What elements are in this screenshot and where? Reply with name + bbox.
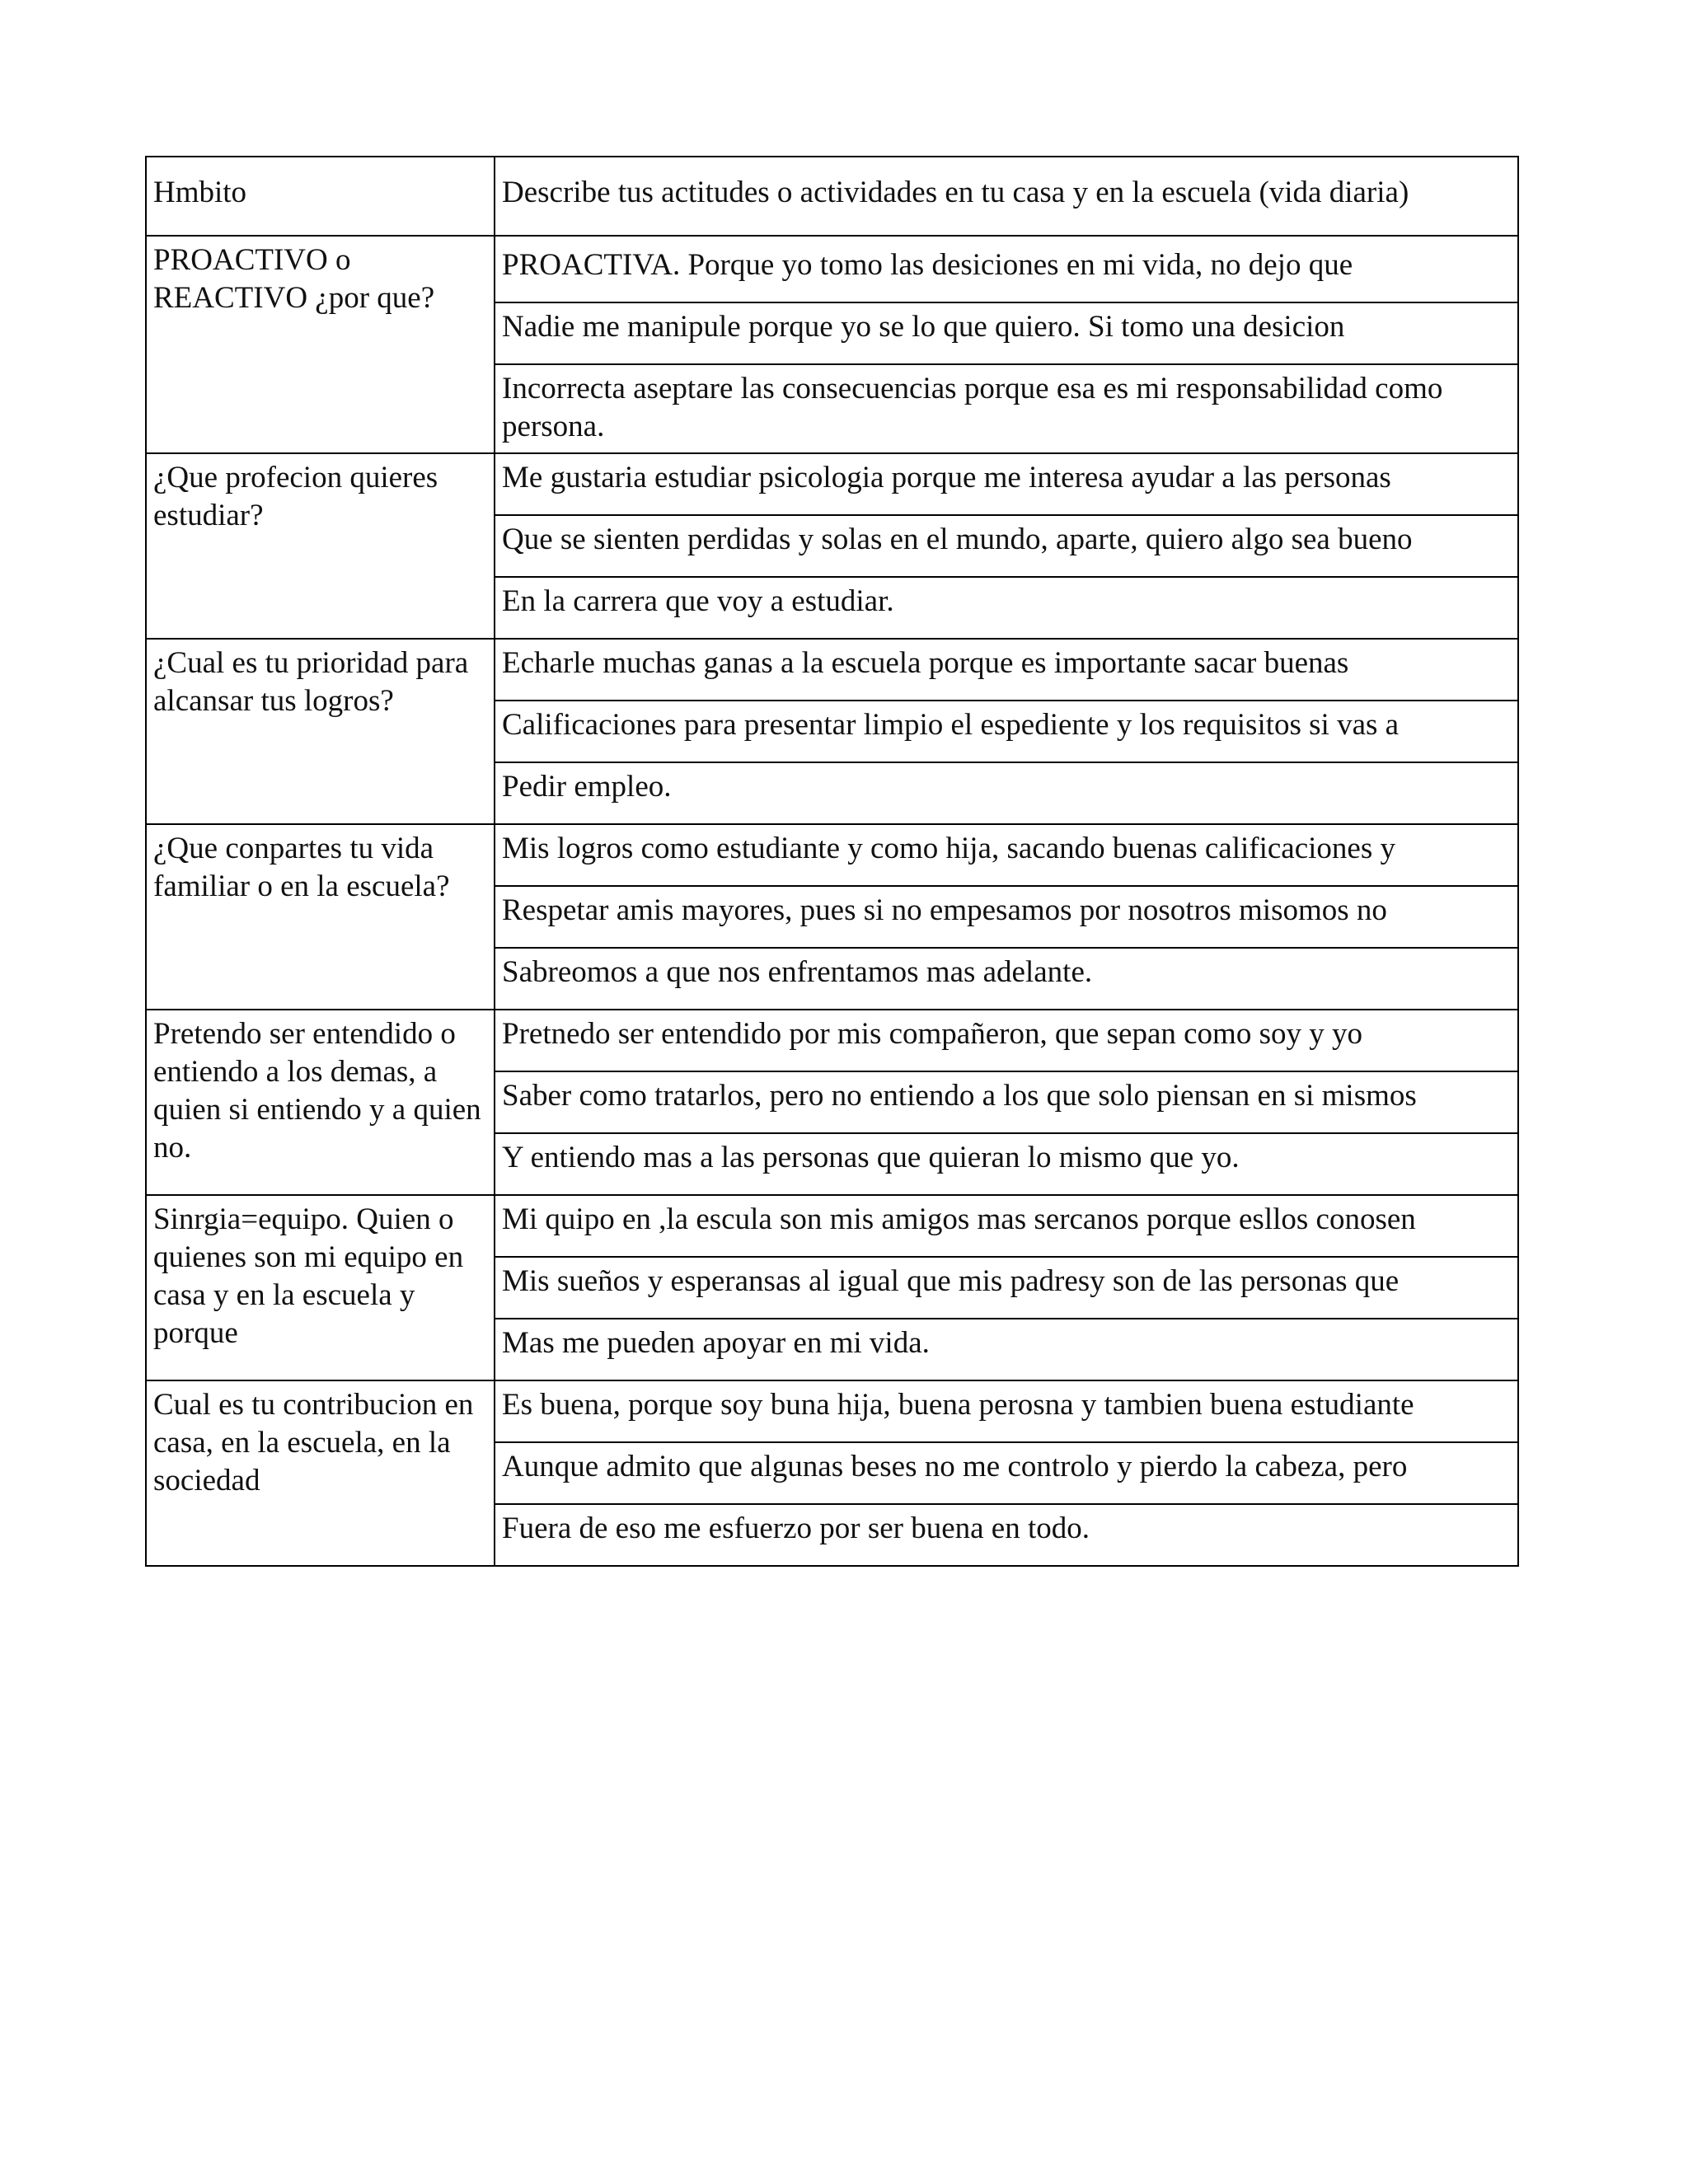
header-cell-description: Describe tus actitudes o actividades en tu casa y en la escuela (vida diaria) bbox=[495, 157, 1518, 236]
answer-cell: Mas me pueden apoyar en mi vida. bbox=[495, 1319, 1518, 1380]
answer-cell: Es buena, porque soy buna hija, buena perosna y tambien buena estudiante bbox=[495, 1380, 1518, 1442]
answer-cell: Respetar amis mayores, pues si no empesamos por nosotros misomos no bbox=[495, 886, 1518, 948]
table-row bbox=[146, 824, 1518, 886]
answer-cell: Echarle muchas ganas a la escuela porque es importante sacar buenas bbox=[495, 639, 1518, 701]
answer-cell: Mi quipo en ,la escula son mis amigos mas sercanos porque esllos conosen bbox=[495, 1195, 1518, 1257]
answer-cell: Calificaciones para presentar limpio el espediente y los requisitos si vas a bbox=[495, 701, 1518, 762]
answer-cell: Incorrecta aseptare las consecuencias porque esa es mi responsabilidad como persona. bbox=[495, 364, 1518, 453]
answer-cell: Saber como tratarlos, pero no entiendo a los que solo piensan en si mismos bbox=[495, 1071, 1518, 1133]
answer-cell: Me gustaria estudiar psicologia porque me interesa ayudar a las personas bbox=[495, 453, 1518, 515]
question-cell-prioridad: ¿Cual es tu prioridad para alcansar tus logros? bbox=[146, 639, 495, 824]
table-header-row bbox=[146, 157, 1518, 236]
table-row bbox=[146, 236, 1518, 302]
question-cell-profecion: ¿Que profecion quieres estudiar? bbox=[146, 453, 495, 639]
table-row bbox=[146, 1010, 1518, 1071]
answer-cell: Nadie me manipule porque yo se lo que quiero. Si tomo una desicion bbox=[495, 302, 1518, 364]
answer-cell: Y entiendo mas a las personas que quieran lo mismo que yo. bbox=[495, 1133, 1518, 1195]
answer-cell: Pretnedo ser entendido por mis compañeron, que sepan como soy y yo bbox=[495, 1010, 1518, 1071]
answer-cell: Mis sueños y esperansas al igual que mis padresy son de las personas que bbox=[495, 1257, 1518, 1319]
question-cell-sinergia: Sinrgia=equipo. Quien o quienes son mi equipo en casa y en la escuela y porque bbox=[146, 1195, 495, 1380]
table-row bbox=[146, 1195, 1518, 1257]
answer-cell: Que se sienten perdidas y solas en el mundo, aparte, quiero algo sea bueno bbox=[495, 515, 1518, 577]
answer-cell: Fuera de eso me esfuerzo por ser buena en todo. bbox=[495, 1504, 1518, 1566]
answer-cell: En la carrera que voy a estudiar. bbox=[495, 577, 1518, 639]
answer-cell: Mis logros como estudiante y como hija, sacando buenas calificaciones y bbox=[495, 824, 1518, 886]
answer-cell: PROACTIVA. Porque yo tomo las desiciones en mi vida, no dejo que bbox=[495, 236, 1518, 302]
habits-table bbox=[145, 156, 1519, 1567]
question-cell-conpartes: ¿Que conpartes tu vida familiar o en la escuela? bbox=[146, 824, 495, 1010]
question-cell-proactivo: PROACTIVO o REACTIVO ¿por que? bbox=[146, 236, 495, 453]
table-row bbox=[146, 1380, 1518, 1442]
table-row bbox=[146, 453, 1518, 515]
header-cell-habit: Hmbito bbox=[146, 157, 495, 236]
answer-cell: Pedir empleo. bbox=[495, 762, 1518, 824]
answer-cell: Sabreomos a que nos enfrentamos mas adelante. bbox=[495, 948, 1518, 1010]
answer-cell: Aunque admito que algunas beses no me controlo y pierdo la cabeza, pero bbox=[495, 1442, 1518, 1504]
table-row bbox=[146, 639, 1518, 701]
question-cell-contribucion: Cual es tu contribucion en casa, en la escuela, en la sociedad bbox=[146, 1380, 495, 1566]
question-cell-entendido: Pretendo ser entendido o entiendo a los demas, a quien si entiendo y a quien no. bbox=[146, 1010, 495, 1195]
